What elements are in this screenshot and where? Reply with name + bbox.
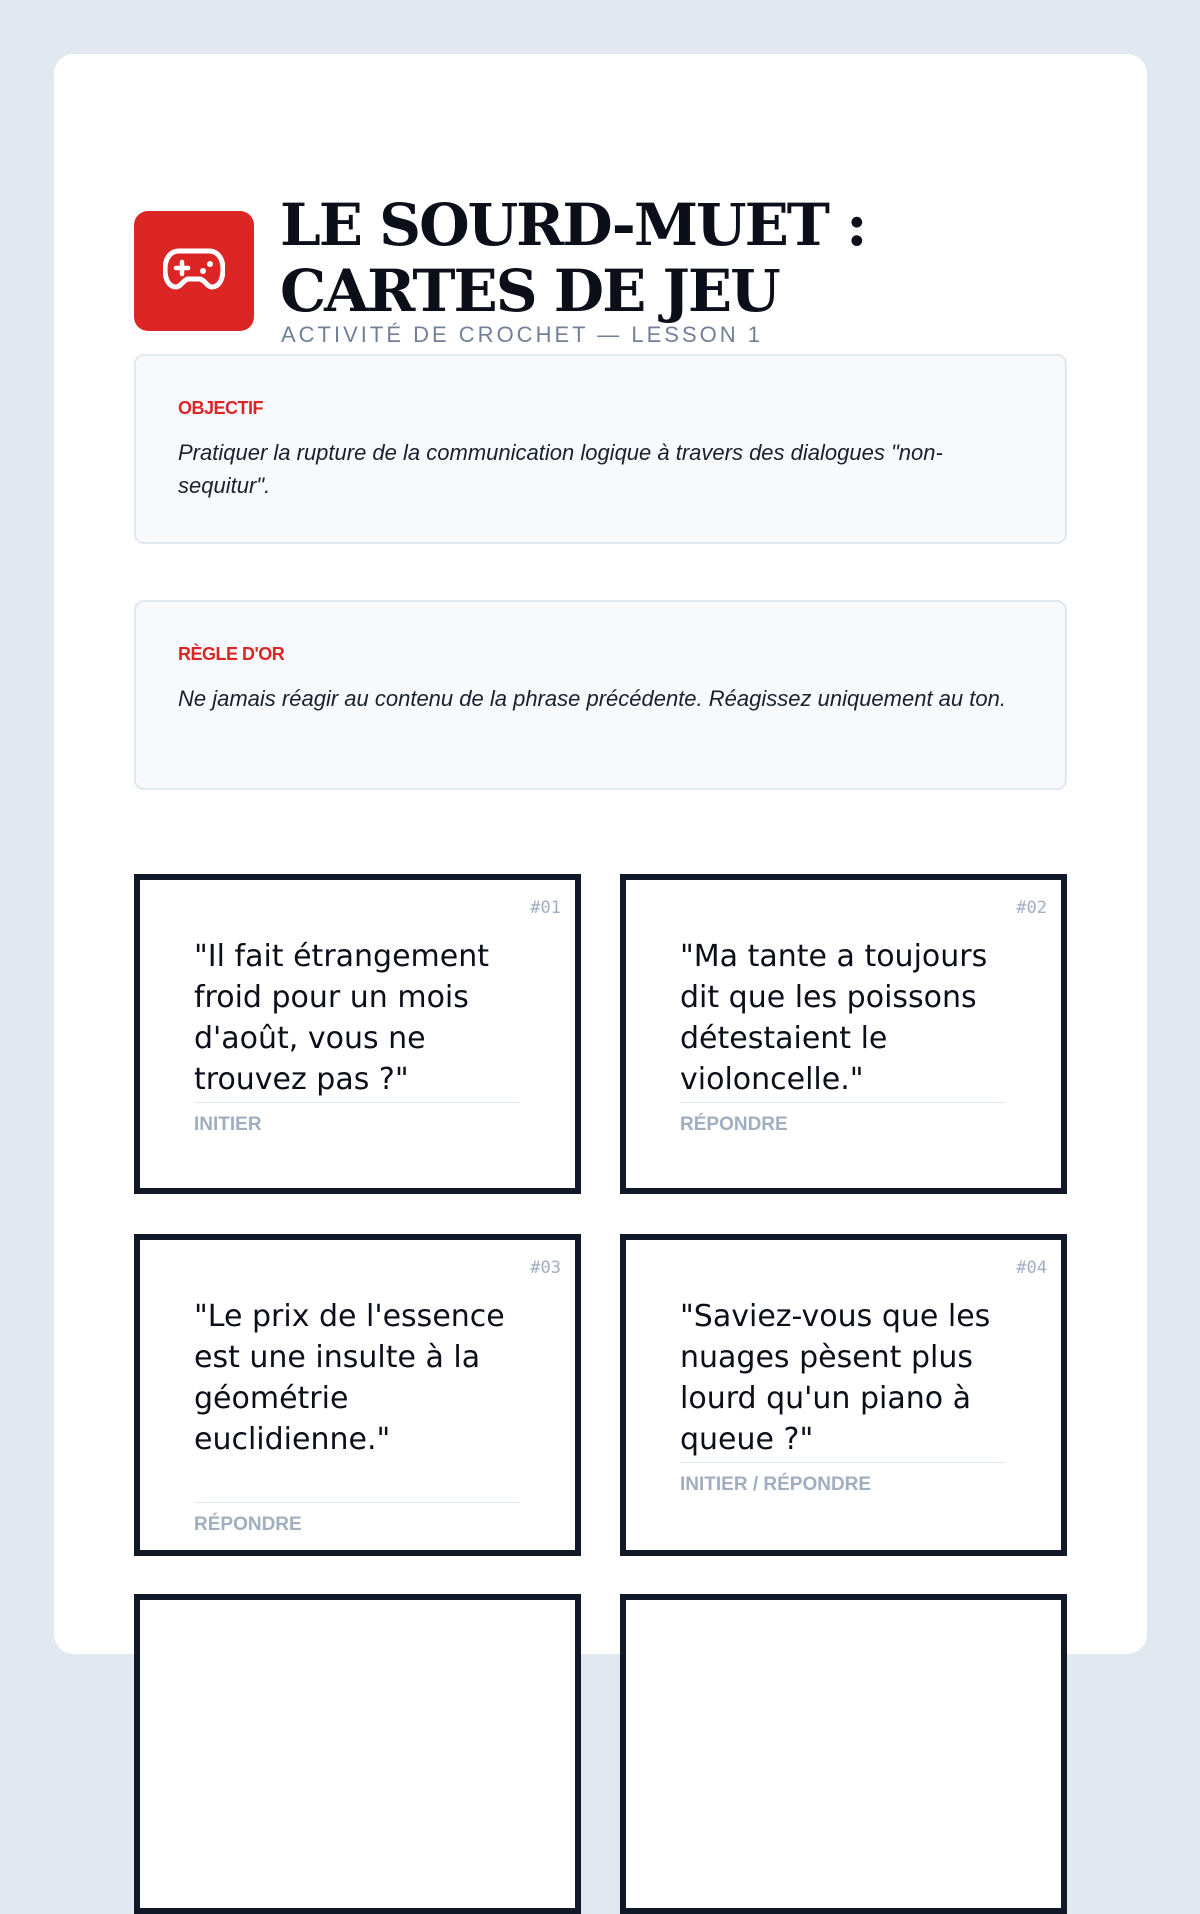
card-role: INITIER / RÉPONDRE — [680, 1474, 872, 1495]
page-title: LE SOURD-MUET : CARTES DE JEU — [280, 191, 866, 325]
game-card[interactable] — [620, 874, 1067, 1194]
card-number: #04 — [1016, 1258, 1047, 1278]
card-quote: "Saviez-vous que les nuages pèsent plus lourd qu'un piano à queue ?" — [680, 1299, 991, 1457]
objective-text: Pratiquer la rupture de la communication logique à travers des dialogues "non-sequitur". — [178, 440, 943, 498]
card-quote: "Ma tante a toujours dit que les poissons détestaient le violoncelle." — [680, 939, 988, 1097]
card-divider — [194, 1102, 520, 1103]
card-divider — [680, 1102, 1006, 1103]
card-number: #03 — [530, 1258, 561, 1278]
game-card[interactable] — [134, 874, 581, 1194]
game-card[interactable] — [134, 1234, 581, 1556]
card-number: #02 — [1016, 898, 1047, 918]
card-quote: "Il fait étrangement froid pour un mois d'août, vous ne trouvez pas ?" — [194, 939, 490, 1097]
card-role: INITIER — [194, 1114, 262, 1135]
logo — [134, 211, 254, 331]
game-card-partial[interactable] — [134, 1594, 581, 1914]
golden-rule-label: RÈGLE D'OR — [178, 644, 285, 664]
game-card[interactable] — [620, 1234, 1067, 1556]
objective-label: OBJECTIF — [178, 398, 264, 418]
objective-panel — [134, 354, 1067, 544]
activity-sheet — [54, 54, 1147, 1654]
golden-rule-text: Ne jamais réagir au contenu de la phrase précédente. Réagissez uniquement au ton. — [178, 686, 1006, 711]
card-role: RÉPONDRE — [194, 1514, 302, 1535]
page-subtitle: ACTIVITÉ DE CROCHET — LESSON 1 — [281, 322, 764, 347]
game-card-partial[interactable] — [620, 1594, 1067, 1914]
card-role: RÉPONDRE — [680, 1114, 788, 1135]
card-divider — [680, 1462, 1006, 1463]
gamepad-icon — [163, 247, 225, 296]
golden-rule-panel — [134, 600, 1067, 790]
card-divider — [194, 1502, 520, 1503]
card-quote: "Le prix de l'essence est une insulte à la géométrie euclidienne." — [194, 1299, 505, 1457]
card-number: #01 — [530, 898, 561, 918]
